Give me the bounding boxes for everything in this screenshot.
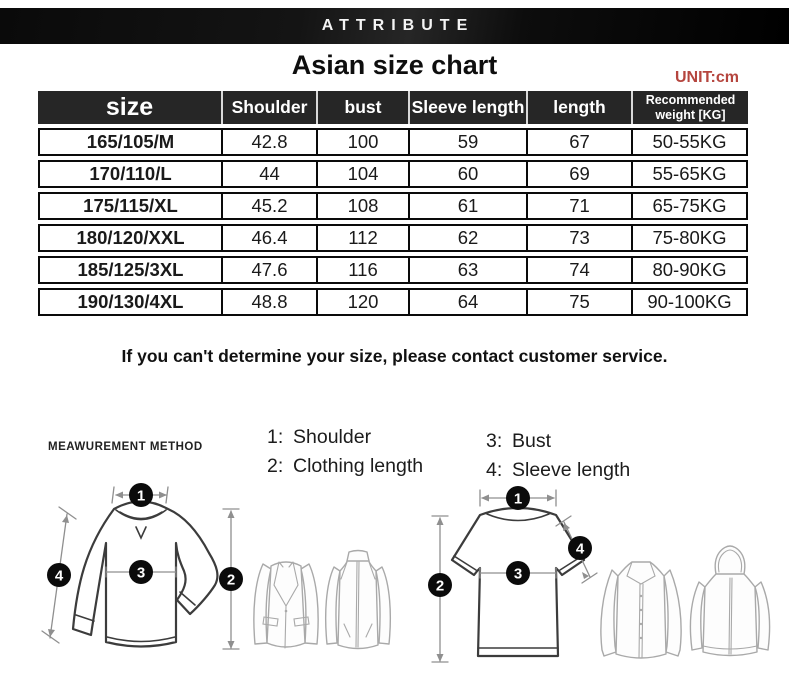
col-header-2: bust (316, 91, 408, 124)
callout-4: 4 (54, 567, 64, 585)
cell-value: 62 (408, 224, 526, 252)
col-header-5: Recommended weight [KG] (631, 91, 748, 124)
legend-item-2 (267, 452, 423, 481)
size-row (38, 160, 748, 188)
cell-size: 180/120/XXL (38, 224, 221, 252)
cell-size: 165/105/M (38, 128, 221, 156)
cell-value: 63 (408, 256, 526, 284)
unit-label: UNIT:cm (674, 69, 739, 86)
size-row (38, 256, 748, 284)
cell-value: 108 (316, 192, 408, 220)
callout-3: 3 (513, 565, 523, 583)
size-table-wrap (38, 87, 750, 320)
col-header-3: Sleeve length (408, 91, 526, 124)
cell-value: 116 (316, 256, 408, 284)
cell-value: 100 (316, 128, 408, 156)
legend-num: 3: (486, 430, 503, 452)
cell-value: 60 (408, 160, 526, 188)
cell-value: 71 (526, 192, 631, 220)
size-row (38, 288, 748, 316)
size-row (38, 224, 748, 252)
cell-value: 61 (408, 192, 526, 220)
cell-size: 175/115/XL (38, 192, 221, 220)
legend-col-1 (267, 423, 423, 481)
cell-value: 65-75KG (631, 192, 748, 220)
size-row (38, 128, 748, 156)
legend-num: 1: (267, 426, 284, 448)
legend-item-1 (267, 423, 423, 452)
hoodie-icon (686, 542, 774, 662)
cell-value: 42.8 (221, 128, 316, 156)
hoodie-item (686, 542, 774, 662)
cell-size: 190/130/4XL (38, 288, 221, 316)
size-row (38, 192, 748, 220)
cell-size: 170/110/L (38, 160, 221, 188)
shirt-icon (594, 554, 689, 666)
zip-jacket-icon (320, 549, 396, 657)
callout-3: 3 (136, 564, 146, 582)
attribute-banner (0, 8, 789, 44)
legend-label: Clothing length (293, 455, 424, 477)
cell-value: 80-90KG (631, 256, 748, 284)
cell-value: 44 (221, 160, 316, 188)
legend-item-3 (486, 427, 630, 456)
col-header-0: size (38, 91, 221, 124)
cell-value: 73 (526, 224, 631, 252)
blazer-icon (247, 551, 325, 657)
cell-value: 50-55KG (631, 128, 748, 156)
sweater-measure-diagram (35, 478, 247, 678)
cell-value: 104 (316, 160, 408, 188)
contact-note: If you can't determine your size, please contact customer service. (121, 346, 668, 366)
legend-label: Bust (512, 430, 552, 452)
cell-value: 90-100KG (631, 288, 748, 316)
callout-2: 2 (435, 577, 445, 595)
cell-value: 67 (526, 128, 631, 156)
cell-value: 69 (526, 160, 631, 188)
measurement-method-heading: MEAWUREMENT METHOD (48, 441, 203, 453)
tshirt-illustration-icon (423, 478, 613, 678)
blazer-item (247, 551, 325, 657)
cell-value: 46.4 (221, 224, 316, 252)
legend-num: 4: (486, 459, 503, 481)
sweater-illustration-icon (35, 478, 247, 678)
banner-title: ATTRIBUTE (321, 17, 475, 34)
legend-label: Shoulder (293, 426, 372, 448)
col-header-1: Shoulder (221, 91, 316, 124)
legend-col-2 (486, 427, 630, 485)
zip-jacket-item (320, 549, 396, 657)
page-title: Asian size chart (291, 50, 498, 80)
shirt-item (594, 554, 689, 666)
callout-2: 2 (226, 571, 236, 589)
callout-4: 4 (575, 540, 585, 558)
cell-value: 55-65KG (631, 160, 748, 188)
cell-value: 75 (526, 288, 631, 316)
cell-value: 74 (526, 256, 631, 284)
cell-value: 45.2 (221, 192, 316, 220)
legend-label: Sleeve length (512, 459, 631, 481)
cell-value: 75-80KG (631, 224, 748, 252)
cell-value: 120 (316, 288, 408, 316)
cell-value: 64 (408, 288, 526, 316)
size-table (38, 87, 748, 320)
cell-value: 112 (316, 224, 408, 252)
cell-value: 47.6 (221, 256, 316, 284)
callout-1: 1 (136, 487, 146, 505)
header-row (38, 91, 748, 124)
legend-num: 2: (267, 455, 284, 477)
tshirt-measure-diagram (423, 478, 613, 678)
cell-size: 185/125/3XL (38, 256, 221, 284)
col-header-4: length (526, 91, 631, 124)
cell-value: 59 (408, 128, 526, 156)
cell-value: 48.8 (221, 288, 316, 316)
callout-1: 1 (513, 490, 523, 508)
